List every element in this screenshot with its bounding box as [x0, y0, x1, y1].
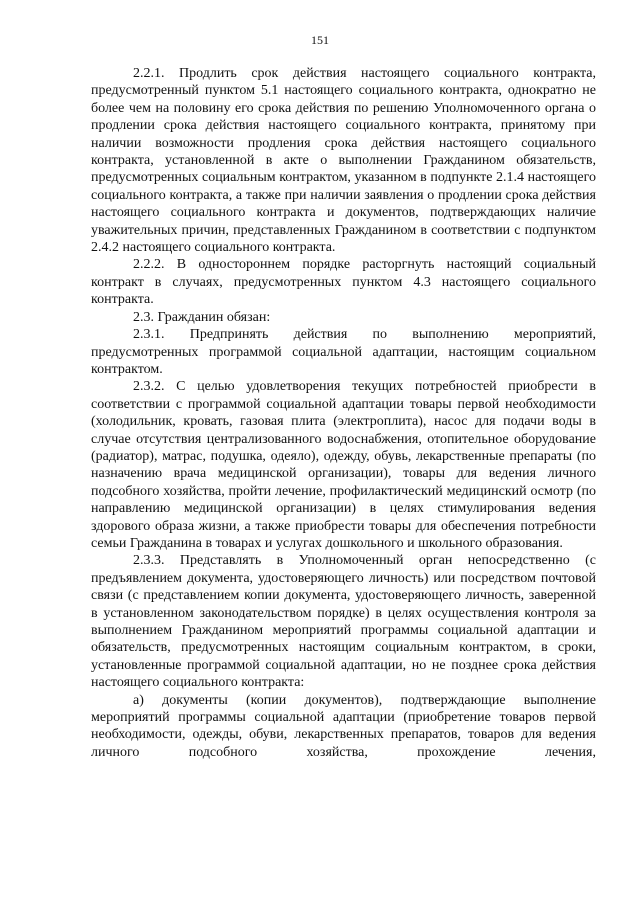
paragraph-2-3-3: 2.3.3. Представлять в Уполномоченный орган непосредственно (с предъявлением документа, удостоверяющего личность) или посредством почтовой связи (с представлением копии документа, удостоверяющего личность, заверенной в установленном законодательством порядке) в целях осуществления контроля за выполнением Гражданином мероприятий программы социальной адаптации и обязательств, предусмотренных настоящим социальным контрактом, в сроки, установленные программой социальной адаптации, но не позднее срока действия настоящего социального контракта: [91, 553, 596, 691]
document-body [91, 65, 596, 761]
paragraph-2-2-2: 2.2.2. В одностороннем порядке расторгнуть настоящий социальный контракт в случаях, предусмотренных пунктом 4.3 настоящего социального контракта. [91, 257, 596, 308]
paragraph-2-3-1: 2.3.1. Предпринять действия по выполнению мероприятий, предусмотренных программой социальной адаптации, настоящим социальном контрактом. [91, 327, 596, 377]
page-number: 151 [311, 33, 329, 47]
paragraph-2-3-2: 2.3.2. С целью удовлетворения текущих потребностей приобрести в соответствии с программой социальной адаптации товары первой необходимости (холодильник, кровать, газовая плита (электроплита), насос для подачи воды в случае отсутствия централизованного водоснабжения, отопительное оборудование (радиатор), матрас, подушка, одеяло), одежду, обувь, лекарственные препараты (по назначению врача медицинской организации), товары для ведения личного подсобного хозяйства, пройти лечение, профилактический медицинский осмотр (по направлению медицинской организации) в целях стимулирования ведения здорового образа жизни, а также приобрести товары для обеспечения потребности семьи Гражданина в товарах и услугах дошкольного и школьного образования. [91, 379, 596, 551]
paragraph-2-3-heading: 2.3. Гражданин обязан: [133, 309, 271, 325]
paragraph-2-2-1: 2.2.1. Продлить срок действия настоящего социального контракта, предусмотренный пунктом 5.1 настоящего социального контракта, однократно не более чем на половину его срока действия по решению Уполномоченного органа о продлении срока действия настоящего социального контракта, принятому при наличии возможности продления срока действия настоящего социального контракта, установленной в акте о выполнении Гражданином обязательств, предусмотренных социальным контрактом, указанном в подпункте 2.1.4 настоящего социального контракта, а также при наличии заявления о продлении срока действия настоящего социального контракта и документов, подтверждающих наличие уважительных причин, представленных Гражданином в соответствии с подпунктом 2.4.2 настоящего социального контракта. [91, 66, 596, 256]
paragraph-item-a: а) документы (копии документов), подтверждающие выполнение мероприятий программы социальной адаптации (приобретение товаров первой необходимости, одежды, обуви, лекарственных препаратов, товаров для ведения личного подсобного хозяйства, прохождение лечения, [91, 692, 596, 760]
